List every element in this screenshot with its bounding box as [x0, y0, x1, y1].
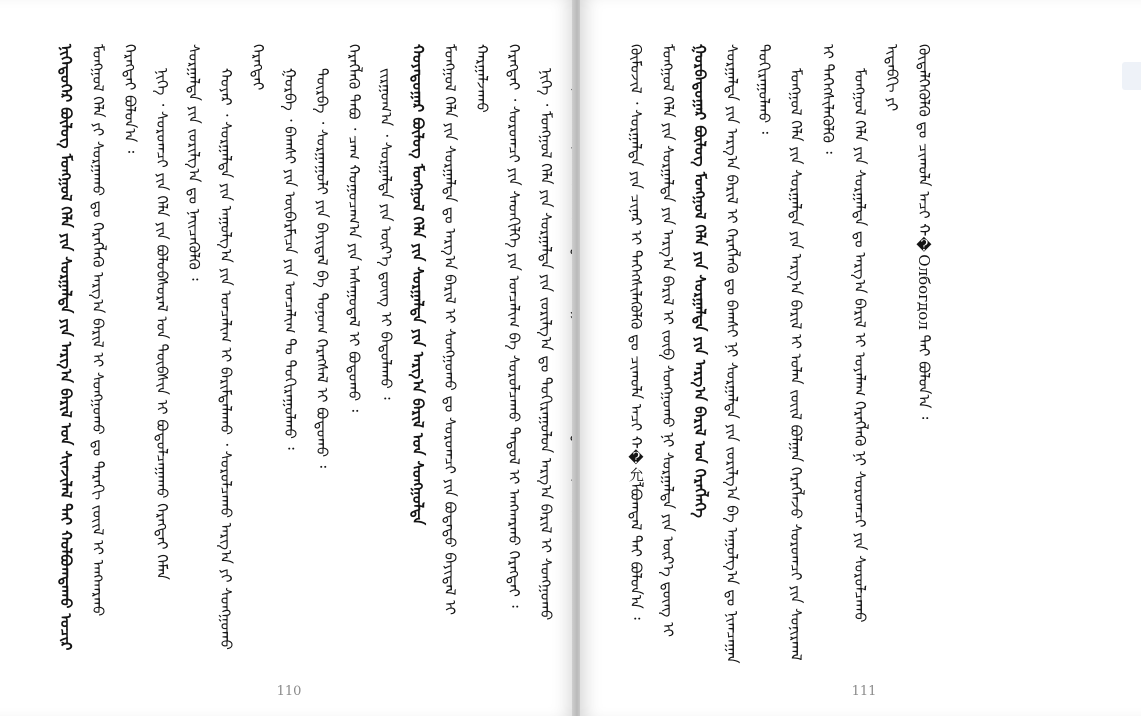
text-line: ᠭᠤᠷᠪᠠ ᠂ ᠪᠠᠭᠰᠢ ᠶᠢᠨ ᠦᠪᠡᠷᠮᠢᠴᠡ ᠶᠢᠨ ᠣᠨᠴᠠᠯᠢᠭ ᠲᠤ ᠲᠣᠬᠢᠷᠠᠭᠤᠯᠬᠤ ᠄ — [281, 68, 299, 450]
right-page-number: 111 — [851, 684, 877, 699]
text-line: ᠮᠣᠩᠭᠣᠯ ᠬᠡᠯᠡ ᠶᠢᠨ ᠰᠤᠷᠭᠠᠯᠳᠠ ᠶᠢᠨ ᠠᠷᠭ᠎ᠠ ᠪᠠᠷᠢᠯ ᠢ ᠵᠥᠪ ᠰᠣᠩᠭᠣᠬᠤ ᠨᠢ ᠰᠤᠷᠭᠠᠯᠳᠠ ᠶᠢᠨ ᠦᠷ᠎ᠡ ᠳ᠋ᠦᠩ ᠢ — [659, 44, 677, 637]
text-line: ᠰᠤᠷᠭᠠᠯᠳᠠ ᠶᠢᠨ ᠠᠷᠭ᠎ᠠ ᠪᠠᠷᠢᠯ ᠢ ᠬᠡᠷᠡᠭᠯᠡᠬᠦ ᠳᠤ ᠪᠠᠭᠰᠢ ᠨᠢ ᠰᠤᠷᠭᠠᠯᠳᠠ ᠶᠢᠨ ᠵᠣᠷᠢᠯᠭ᠎ᠠ ᠪᠠ ᠠᠭᠤᠯᠭ᠎ᠠ ᠳᠤ ᠨᠢᠭᠴᠠᠭᠠᠨ ᠲᠤᠬᠢᠷᠠᠭᠤᠯᠬᠤ ᠄ — [723, 44, 773, 669]
text-line: ᠮᠣᠩᠭᠣᠯ ᠬᠡᠯᠡ ᠶᠢᠨ ᠰᠤᠷᠭᠠᠯᠳᠠ ᠳᠤ ᠠᠷᠭ᠎ᠠ ᠪᠠᠷᠢᠯ ᠢ ᠰᠣᠩᠭᠣᠬᠤ ᠳᠤ ᠰᠤᠷᠤᠭᠴᠢ ᠶᠢᠨ ᠪᠣᠳᠠᠲᠤ ᠪᠠᠶᠢᠳᠠᠯ ᠢ ᠬᠠᠷᠭᠠᠯᠵᠠᠬᠤ — [441, 44, 491, 620]
section-heading: ᠨᠢᠭᠡᠳᠦᠭᠡᠷ ᠪᠦᠯᠦᠭ ᠮᠣᠩᠭᠣᠯ ᠬᠡᠯᠡ ᠶᠢᠨ ᠰᠤᠷᠭᠠᠯᠳᠠ ᠶᠢᠨ ᠠᠷᠭ᠎ᠠ ᠪᠠᠷᠢᠯ ᠤᠨ ᠰᠢᠨᠵᠢᠯᠡᠯ ᠲᠡᠢ ᠬᠣᠯᠪᠣᠭᠳᠠᠬᠤ ᠤᠴᠢᠷ — [57, 44, 75, 651]
scroll-handle[interactable] — [1122, 62, 1141, 90]
right-page — [580, 0, 1141, 716]
text-line: ᠰᠤᠷᠭᠠᠯᠳᠠ ᠶᠢᠨ ᠵᠣᠷᠢᠯᠭ᠎ᠠ ᠳᠤ ᠨᠡᠢᠴᠡᠭᠦᠯᠬᠦ ᠄ — [185, 44, 203, 281]
text-line: ᠬᠡᠷᠡᠭᠯᠡᠬᠦ ᠲᠠᠪᠤ ᠂ ᠴᠠᠭ ᠬᠤᠭᠤᠴᠠᠭ᠎ᠠ ᠶᠢᠨ ᠠᠰᠠᠭᠤᠳᠠᠯ ᠢ ᠪᠣᠳᠣᠬᠤ ᠄ — [345, 44, 363, 412]
left-page-number: 110 — [276, 684, 302, 699]
text-line: ᠳᠦᠷᠪᠡ ᠂ ᠰᠤᠷᠭᠠᠭᠤᠯᠢ ᠶᠢᠨ ᠪᠠᠶᠢᠳᠠᠯ ᠪᠠ ᠲᠣᠨᠣᠭ ᠬᠡᠷᠡᠭᠰᠡᠯ ᠢ ᠪᠣᠳᠣᠬᠤ ᠄ — [313, 68, 331, 468]
text-line: ᠬᠥᠳᠡᠯᠭᠡᠭᠦᠯᠬᠦ ᠳᠤ ᠴᠢᠬᠤᠯᠠ ᠠᠴᠢ ᠬ�Олбогдол ᠲᠠᠢ ᠪᠣᠯᠤᠨ᠎ᠠ ᠄ — [915, 44, 933, 420]
section-heading: ᠭᠤᠷᠪᠠᠳᠤᠭᠠᠷ ᠪᠦᠯᠦᠭ ᠮᠣᠩᠭᠣᠯ ᠬᠡᠯᠡ ᠶᠢᠨ ᠰᠤᠷᠭᠠᠯᠳᠠ ᠶᠢᠨ ᠠᠷᠭ᠎ᠠ ᠪᠠᠷᠢᠯ ᠤᠨ ᠬᠡᠷᠡᠭᠯᠡᠭᠡ — [691, 44, 709, 518]
right-page-text — [620, 44, 1110, 669]
text-line: ᠵᠢᠷᠭᠤᠭ᠎ᠠ ᠂ ᠰᠤᠷᠭᠠᠯᠳᠠ ᠶᠢᠨ ᠦᠷ᠎ᠡ ᠳ᠋ᠦᠩ ᠢ ᠪᠠᠲᠤᠯᠠᠬᠤ ᠄ — [377, 68, 395, 400]
text-line: ᠮᠣᠩᠭᠣᠯ ᠬᠡᠯᠡ ᠶᠢᠨ ᠰᠤᠷᠭᠠᠯᠳᠠ ᠳᠤ ᠠᠷᠭ᠎ᠠ ᠪᠠᠷᠢᠯ ᠢ ᠤᠶᠠᠯᠠᠭ ᠬᠡᠷᠡᠭᠯᠡᠬᠦ ᠨᠢ ᠰᠤᠷᠤᠭᠴᠢ ᠶᠢᠨ ᠰᠤᠷᠤᠯᠴᠠᠬᠤ ᠢᠳᠡᠪᠬᠢ ᠶᠢ — [851, 44, 901, 628]
text-line: ᠨᠢᠭᠡ ᠂ ᠰᠤᠷᠤᠭᠴᠢ ᠶᠢᠨ ᠬᠡᠯᠡ ᠶᠢᠨ ᠪᠣᠯᠤᠪᠰᠤᠷᠠᠯ ᠤᠨ ᠲᠦᠪᠰᠢᠨ ᠢ ᠪᠣᠳᠣᠯᠴᠠᠭᠠᠬᠤ ᠬᠡᠷᠡᠭᠲᠡᠢ ᠬᠡᠮᠡᠨ — [153, 68, 171, 580]
text-line: ᠮᠣᠩᠭᠣᠯ ᠬᠡᠯᠡ ᠶᠢᠨ ᠰᠤᠷᠭᠠᠯᠳᠠ ᠶᠢᠨ ᠠᠷᠭ᠎ᠠ ᠪᠠᠷᠢᠯ ᠢ ᠣᠯᠠᠨ ᠵᠦᠢᠯ ᠪᠣᠯᠭᠠᠨ ᠬᠡᠷᠡᠭᠯᠡᠵᠦ ᠰᠤᠷᠤᠭᠴᠢ ᠶᠢᠨ ᠰᠣᠨᠢᠷᠬᠠᠯ ᠢ ᠳᠡᠭᠡᠭᠰᠢᠯᠡᠭᠦᠯᠬᠦ ᠄ — [787, 44, 837, 666]
text-line: ᠨᠢᠭᠡ ᠂ ᠮᠣᠩᠭᠣᠯ ᠬᠡᠯᠡ ᠶᠢᠨ ᠰᠤᠷᠭᠠᠯᠳᠠ ᠶᠢᠨ ᠵᠣᠷᠢᠯᠭ᠎ᠠ ᠳᠤ ᠲᠣᠬᠢᠷᠠᠭᠤᠯᠤᠨ ᠠᠷᠭ᠎ᠠ ᠪᠠᠷᠢᠯ ᠢ ᠰᠣᠩᠭᠣᠬᠤ — [537, 68, 555, 621]
text-line: ᠮᠣᠩᠭᠣᠯ ᠬᠡᠯᠡ ᠶᠢ ᠰᠤᠷᠭᠠᠬᠤ ᠳᠤ ᠬᠡᠷᠡᠭᠯᠡᠬᠦ ᠠᠷᠭ᠎ᠠ ᠪᠠᠷᠢᠯ ᠢ ᠰᠣᠩᠭᠣᠬᠤ ᠳᠤ ᠳᠠᠷᠠᠬᠢ ᠵᠦᠢᠯ ᠢ ᠠᠩᠬᠠᠷᠬᠤ ᠬᠡᠷᠡᠭᠲᠡᠢ ᠪᠣᠯᠤᠨ᠎ᠠ ᠄ — [89, 44, 139, 622]
left-page-text — [50, 44, 555, 664]
text-line: ᠬᠡᠷᠡᠭᠲᠡᠢ ᠂ ᠰᠤᠷᠤᠭᠴᠢ ᠶᠢᠨ ᠰᠡᠳᠬᠢᠯᠭᠡ ᠶᠢᠨ ᠣᠨᠴᠠᠯᠢᠭ ᠪᠠ ᠰᠤᠷᠤᠯᠴᠠᠬᠤ ᠳᠠᠳᠤᠯ ᠢ ᠠᠩᠬᠠᠷᠬᠤ ᠬᠡᠷᠡᠭᠲᠡᠢ ᠄ — [505, 44, 523, 608]
text-line: ᠬᠣᠶᠠᠷ ᠂ ᠰᠤᠷᠭᠠᠯᠳᠠ ᠶᠢᠨ ᠠᠭᠤᠯᠭ᠎ᠠ ᠶᠢᠨ ᠣᠨᠴᠠᠯᠢᠭ ᠢ ᠪᠠᠷᠢᠮᠲᠠᠯᠠᠬᠤ ᠂ ᠰᠤᠷᠤᠯᠴᠠᠬᠤ ᠠᠷᠭ᠎ᠠ ᠶᠢ ᠰᠣᠩᠭᠣᠬᠤ ᠬᠡᠷᠡᠭᠲᠡᠢ — [217, 44, 267, 655]
section-heading: ᠬᠣᠶᠠᠳᠤᠭᠠᠷ ᠪᠦᠯᠦᠭ ᠮᠣᠩᠭᠣᠯ ᠬᠡᠯᠡ ᠶᠢᠨ ᠰᠤᠷᠭᠠᠯᠳᠠ ᠶᠢᠨ ᠠᠷᠭ᠎ᠠ ᠪᠠᠷᠢᠯ ᠤᠨ ᠰᠣᠩᠭᠣᠯᠲᠠ — [409, 44, 427, 526]
text-line: ᠬᠦᠮᠦᠵᠢᠯ ᠂ ᠰᠤᠷᠭᠠᠯᠳᠠ ᠶᠢᠨ ᠴᠢᠨᠠᠷ ᠢ ᠳᠡᠭᠡᠭᠰᠢᠯᠡᠭᠦᠯᠬᠦ ᠳᠤ ᠴᠢᠬᠤᠯᠠ ᠠᠴᠢ ᠬ�允ᠯᠪᠣᠭᠳᠠᠯ ᠲᠠᠢ ᠪᠣᠯᠤᠨ᠎ᠠ ᠄ — [627, 44, 645, 620]
